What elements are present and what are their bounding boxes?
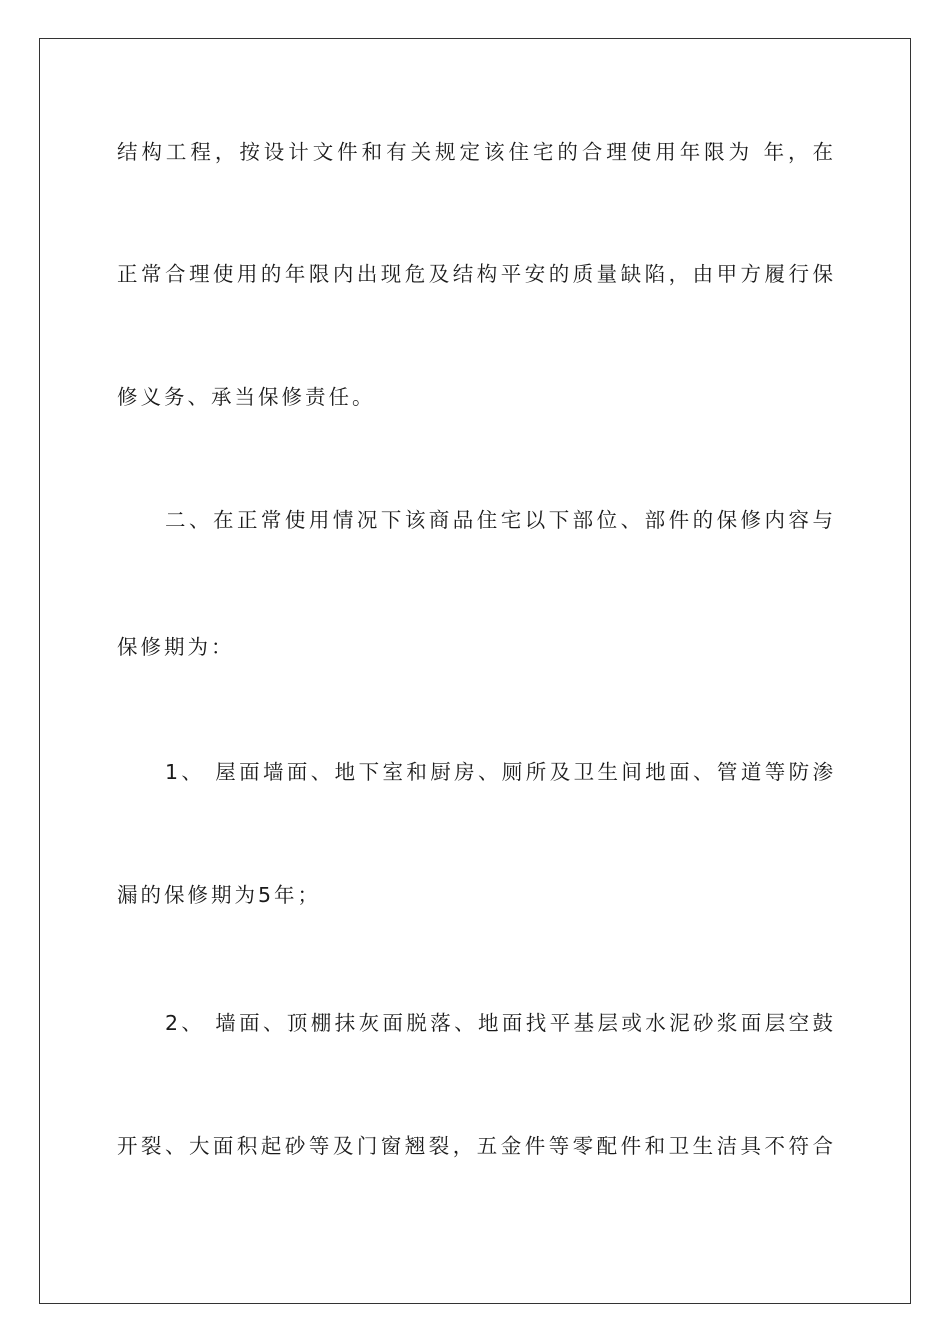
page-border — [39, 38, 911, 1304]
text-line-2: 正常合理使用的年限内出现危及结构平安的质量缺陷，由甲方履行保 — [117, 262, 833, 286]
text-line-6: 1、 屋面墙面、地下室和厨房、厕所及卫生间地面、管道等防渗 — [165, 760, 833, 784]
text-line-4: 二、在正常使用情况下该商品住宅以下部位、部件的保修内容与 — [165, 508, 833, 532]
text-line-9: 开裂、大面积起砂等及门窗翘裂，五金件等零配件和卫生洁具不符合 — [117, 1134, 833, 1158]
text-line-8: 2、 墙面、顶棚抹灰面脱落、地面找平基层或水泥砂浆面层空鼓 — [165, 1011, 833, 1035]
text-line-3: 修义务、承当保修责任。 — [117, 385, 376, 409]
text-line-7: 漏的保修期为5年； — [117, 883, 322, 907]
text-line-1: 结构工程，按设计文件和有关规定该住宅的合理使用年限为 年，在 — [117, 140, 833, 164]
text-line-5: 保修期为： — [117, 635, 235, 659]
